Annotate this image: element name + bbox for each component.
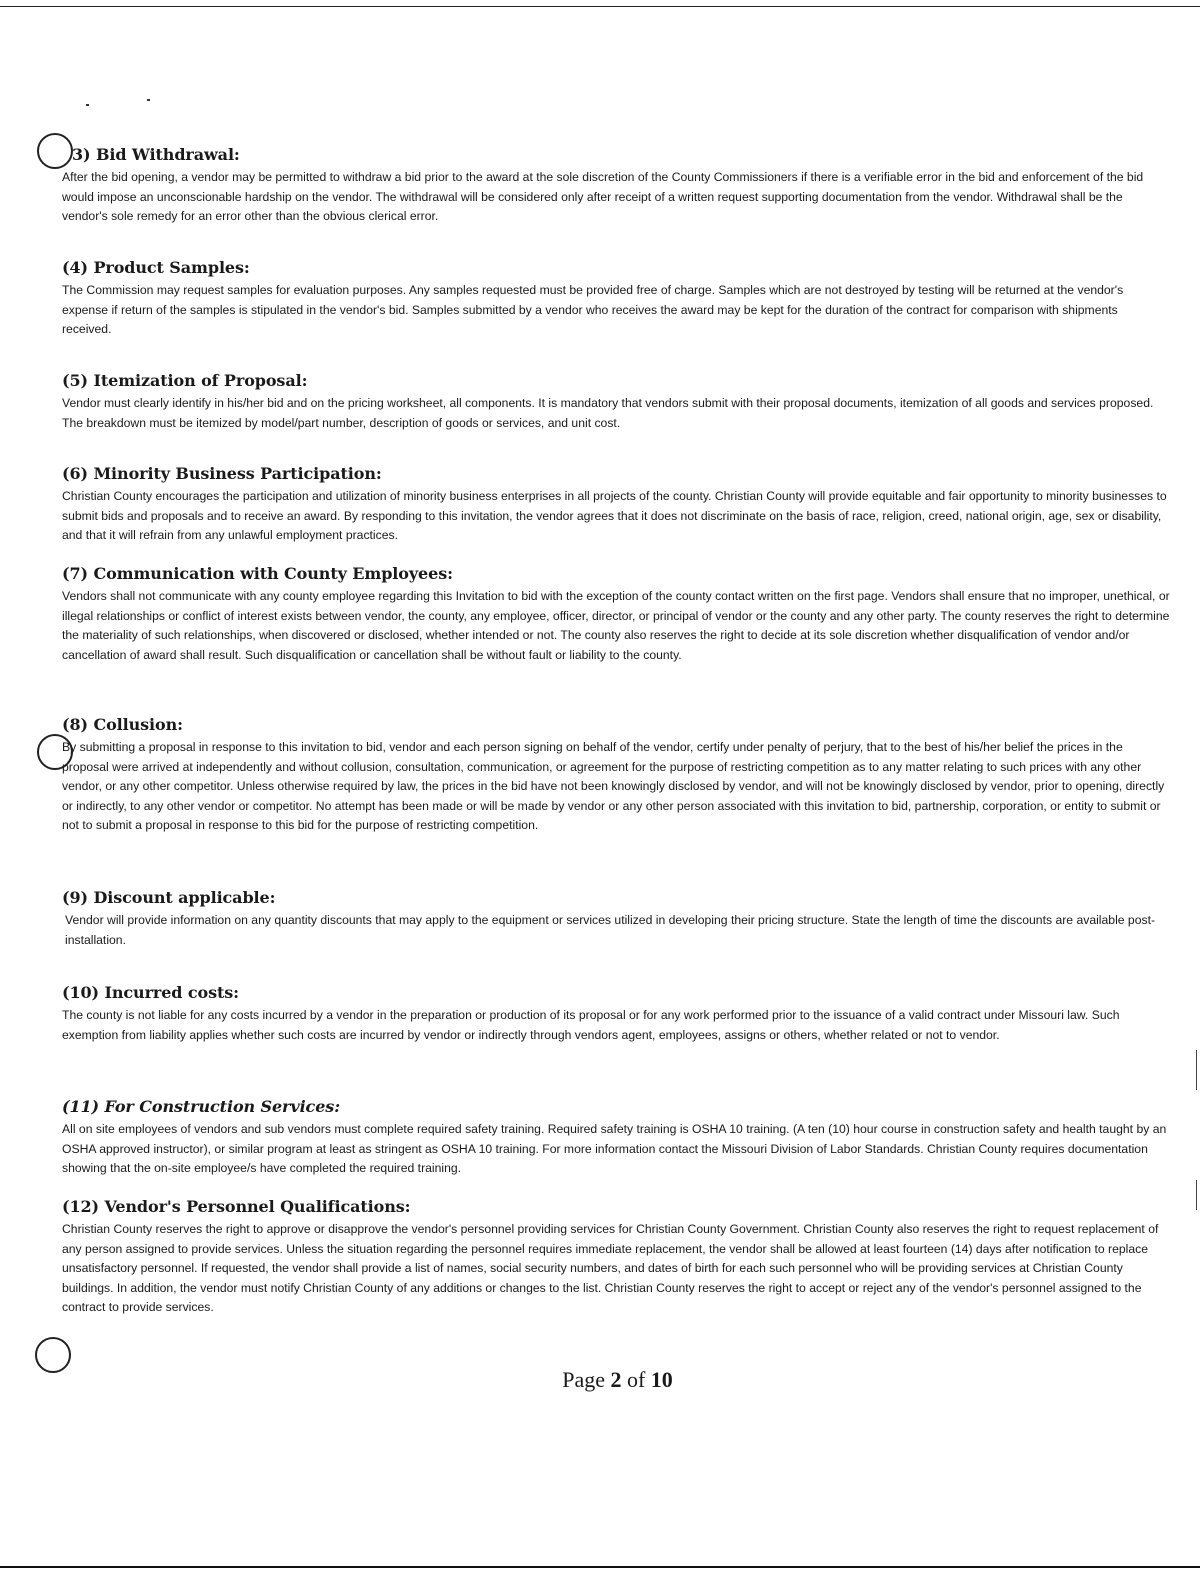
section-minority-business	[62, 464, 1170, 546]
section-heading: (9) Discount applicable:	[62, 888, 276, 907]
scan-edge-mark	[1196, 1050, 1197, 1090]
section-heading: (10) Incurred costs:	[62, 983, 239, 1002]
top-edge-line	[0, 6, 1200, 7]
page-word: Page	[562, 1367, 605, 1392]
page-total: 10	[650, 1367, 673, 1392]
section-heading: (8) Collusion:	[62, 715, 183, 734]
section-body: The Commission may request samples for evaluation purposes. Any samples requested must be provided free of charge. Samples which are not destroyed by testing will be returned at the vendor's expense if return of the samples is stipulated in the vendor's bid. Samples submitted by a vendor who receives the award may be kept for the duration of the contract for comparison with shipments received.	[62, 283, 1124, 337]
section-heading: 3) Bid Withdrawal:	[72, 145, 240, 164]
section-discount-applicable	[62, 888, 1170, 950]
section-body: Vendor must clearly identify in his/her bid and on the pricing worksheet, all components. It is mandatory that vendors submit with their proposal documents, itemization of all goods and services proposed. The breakdown must be itemized by model/part number, description of goods or services, and unit cost.	[62, 396, 1154, 430]
section-body: Vendors shall not communicate with any county employee regarding this Invitation to bid with the exception of the county contact written on the first page. Vendors shall ensure that no improper, unethical, or illegal relationships or conflict of interest exists between vendor, the county, any employee, officer, director, or principal of vendor or the county and any other party. The county reserves the right to determine the materiality of such relationships, when discovered or disclosed, whether intended or not. The county also reserves the right to decide at its sole discretion whether disqualification of vendor and/or cancellation of award shall result. Such disqualification or cancellation shall be without fault or liability to the county.	[62, 589, 1170, 662]
section-body: The county is not liable for any costs incurred by a vendor in the preparation or production of its proposal or for any work performed prior to the issuance of a valid contract under Missouri law. Such exemption from liability applies whether such costs are incurred by vendor or indirectly through vendors agent, employees, assigns or others, whether related or not to vendor.	[62, 1008, 1120, 1042]
page-number: 2	[610, 1367, 622, 1392]
section-construction-services	[62, 1097, 1170, 1179]
section-incurred-costs	[62, 983, 1170, 1045]
bottom-edge-line	[0, 1566, 1200, 1568]
section-heading: (11) For Construction Services:	[62, 1097, 340, 1116]
section-bid-withdrawal	[62, 145, 1170, 227]
scan-edge-mark	[1196, 1180, 1197, 1210]
section-heading: (12) Vendor's Personnel Qualifications:	[62, 1197, 411, 1216]
section-body: Vendor will provide information on any quantity discounts that may apply to the equipment or services utilized in developing their pricing structure. State the length of time the discounts are available post-installation.	[65, 913, 1156, 947]
of-word: of	[626, 1367, 646, 1392]
section-body: Christian County reserves the right to approve or disapprove the vendor's personnel providing services for Christian County Government. Christian County also reserves the right to request replacement of any person assigned to provide services. Unless the situation regarding the personnel requires immediate replacement, the vendor shall be allowed at least fourteen (14) days after notification to replace unsatisfactory personnel. If requested, the vendor shall provide a list of names, social security numbers, and dates of birth for each such personnel who will be providing services at Christian County buildings. In addition, the vendor must notify Christian County of any additions or changes to the list. Christian County reserves the right to accept or reject any of the vendor's personnel assigned to the contract to provide services.	[62, 1222, 1159, 1315]
section-communication	[62, 564, 1170, 665]
section-body: By submitting a proposal in response to this invitation to bid, vendor and each person signing on behalf of the vendor, certify under penalty of perjury, that to the best of his/her belief the prices in the proposal were arrived at independently and without collusion, consultation, communication, or agreement for the purpose of restricting competition as to any matter relating to such prices with any other vendor, or any other competitor. Unless otherwise required by law, the prices in the bid have not been knowingly disclosed by vendor, and will not be knowingly disclosed by vendor, prior to opening, directly or indirectly, to any other vendor or competitor. No attempt has been made or will be made by vendor or any other person associated with this invitation to bid, partnership, corporation, or entity to submit or not to submit a proposal in response to this bid for the purpose of restricting competition.	[62, 740, 1165, 833]
section-heading: (4) Product Samples:	[62, 258, 250, 277]
section-body: Christian County encourages the participation and utilization of minority business enterprises in all projects of the county. Christian County will provide equitable and fair opportunity to minority businesses to submit bids and proposals and to receive an award. By responding to this invitation, the vendor agrees that it does not discriminate on the basis of race, religion, creed, national origin, age, sex or disability, and that it will refrain from any unlawful employment practices.	[62, 489, 1167, 543]
section-personnel-qualifications	[62, 1197, 1170, 1318]
section-heading: (6) Minority Business Participation:	[62, 464, 382, 483]
scan-speck	[86, 104, 89, 106]
section-heading: (5) Itemization of Proposal:	[62, 371, 308, 390]
section-collusion	[62, 715, 1170, 836]
scan-speck	[147, 99, 150, 101]
section-product-samples	[62, 258, 1170, 340]
page-footer	[0, 1367, 1200, 1393]
section-body: All on site employees of vendors and sub vendors must complete required safety training. Required safety training is OSHA 10 training. (A ten (10) hour course in construction safety and health taught by an OSHA approved instructor), or similar program at least as stringent as OSHA 10 training. For more information contact the Missouri Division of Labor Standards. Christian County requires documentation showing that the on-site employee/s have completed the required training.	[62, 1122, 1167, 1176]
section-heading: (7) Communication with County Employees:	[62, 564, 453, 583]
section-body: After the bid opening, a vendor may be permitted to withdraw a bid prior to the award at the sole discretion of the County Commissioners if there is a verifiable error in the bid and enforcement of the bid would impose an unconscionable hardship on the vendor. The withdrawal will be considered only after receipt of a written request supporting documentation from the vendor. Withdrawal shall be the vendor's sole remedy for an error other than the obvious clerical error.	[62, 170, 1144, 224]
section-itemization-of-proposal	[62, 371, 1170, 433]
